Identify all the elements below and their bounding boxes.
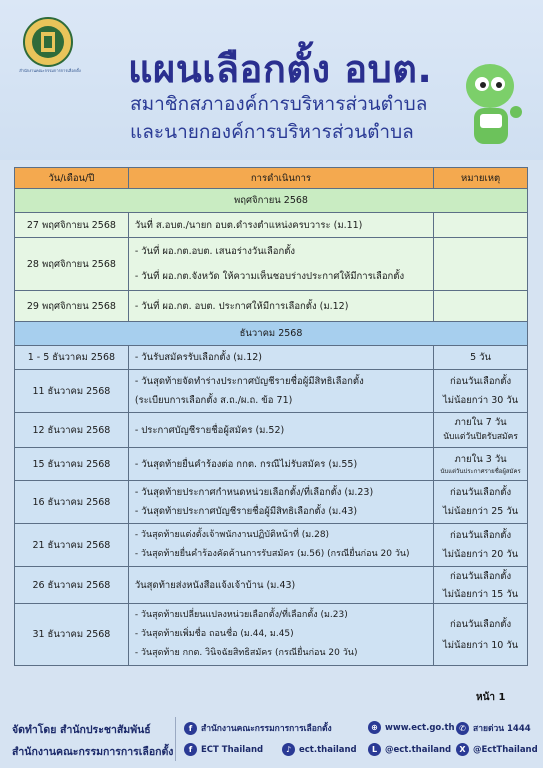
x-label: @EctThailand xyxy=(473,745,538,755)
org-name: สำนักงานคณะกรรมการการเลือกตั้ง xyxy=(19,68,81,73)
row-action-line: - วันที่ ผอ.กต.จังหวัด ให้ความเห็นชอบร่างประกาศให้มีการเลือกตั้ง xyxy=(134,271,405,282)
row-action-line: - วันสุดท้ายประกาศบัญชีรายชื่อผู้มีสิทธิเลือกตั้ง (ม.43) xyxy=(134,506,358,517)
table-row xyxy=(15,346,528,370)
row-date: 1 - 5 ธันวาคม 2568 xyxy=(15,346,129,370)
row-note-line: ภายใน 7 วัน xyxy=(454,417,507,428)
row-action xyxy=(128,448,433,481)
globe-icon: ⊕ xyxy=(368,721,381,734)
row-note xyxy=(434,370,528,413)
table-row xyxy=(15,448,528,481)
row-action-line: - ประกาศบัญชีรายชื่อผู้สมัคร (ม.52) xyxy=(134,424,285,436)
header-action: การดำเนินการ xyxy=(128,168,433,189)
facebook-link[interactable] xyxy=(184,721,332,735)
facebook-ect-link[interactable] xyxy=(184,743,263,756)
row-note xyxy=(434,291,528,322)
row-action-line: วันที่ ส.อบต./นายก อบต.ดำรงตำแหน่งครบวาระ (ม.11) xyxy=(134,219,363,231)
row-action-line: - วันที่ ผอ.กต.อบต. เสนอร่างวันเลือกตั้ง xyxy=(134,246,296,257)
row-action-line: - วันสุดท้ายยื่นคำร้องคัดค้านการรับสมัคร (ม.56) (กรณียื่นก่อน 20 วัน) xyxy=(134,549,410,559)
table-row xyxy=(15,213,528,238)
facebook-icon: f xyxy=(184,743,197,756)
tiktok-link[interactable] xyxy=(282,743,357,756)
header xyxy=(0,0,543,160)
row-note-line: ภายใน 3 วัน xyxy=(454,453,507,465)
row-action xyxy=(128,346,433,370)
row-action-line: - วันรับสมัครรับเลือกตั้ง (ม.12) xyxy=(134,352,263,363)
page-title: แผนเลือกตั้ง อบต. xyxy=(128,47,433,91)
hotline-link[interactable] xyxy=(456,721,531,735)
row-date: 28 พฤศจิกายน 2568 xyxy=(15,238,129,291)
row-note-line: ไม่น้อยกว่า 10 วัน xyxy=(442,639,519,651)
row-note xyxy=(434,448,528,481)
page-number: หน้า 1 xyxy=(476,692,506,703)
line-label: @ect.thailand xyxy=(385,745,452,755)
table-row xyxy=(15,291,528,322)
row-note-line: ก่อนวันเลือกตั้ง xyxy=(450,530,512,541)
row-action-line: - วันสุดท้าย กกต. วินิจฉัยสิทธิสมัคร (กรณียื่นก่อน 20 วัน) xyxy=(134,648,358,658)
tiktok-label: ect.thailand xyxy=(299,745,357,755)
line-link[interactable] xyxy=(368,743,451,756)
row-action-line: - วันสุดท้ายแต่งตั้งเจ้าพนักงานปฏิบัติหน้าที่ (ม.28) xyxy=(134,530,330,540)
row-action xyxy=(128,604,433,666)
website-label: www.ect.go.th xyxy=(385,723,455,733)
facebook-label: สำนักงานคณะกรรมการการเลือกตั้ง xyxy=(201,724,332,734)
footer-credit xyxy=(12,719,173,763)
row-note-line: ก่อนวันเลือกตั้ง xyxy=(450,487,512,498)
table-row xyxy=(15,238,528,291)
phone-icon: ✆ xyxy=(456,722,469,735)
row-action-line: (ระเบียบการเลือกตั้ง ส.ถ./ผ.ถ. ข้อ 71) xyxy=(134,395,293,406)
row-note xyxy=(434,213,528,238)
facebook-icon: f xyxy=(184,722,197,735)
ect-logo-icon xyxy=(22,16,74,68)
tiktok-icon: ♪ xyxy=(282,743,295,756)
row-note xyxy=(434,346,528,370)
row-action-line: - วันสุดท้ายยื่นคำร้องต่อ กกต. กรณีไม่รับสมัคร (ม.55) xyxy=(134,458,358,470)
row-action xyxy=(128,481,433,524)
credit-line-2: สำนักงานคณะกรรมการการเลือกตั้ง xyxy=(12,746,174,758)
row-action-line: - วันสุดท้ายประกาศกำหนดหน่วยเลือกตั้ง/ที่เลือกตั้ง (ม.23) xyxy=(134,487,374,498)
row-action xyxy=(128,213,433,238)
election-schedule-table xyxy=(14,167,528,666)
row-action-line: - วันสุดท้ายเปลี่ยนแปลงหน่วยเลือกตั้ง/ที่เลือกตั้ง (ม.23) xyxy=(134,610,348,620)
table-header-row xyxy=(15,168,528,189)
line-icon: L xyxy=(368,743,381,756)
row-note-line: ไม่น้อยกว่า 15 วัน xyxy=(442,588,519,600)
table-row xyxy=(15,524,528,567)
row-note xyxy=(434,238,528,291)
row-note xyxy=(434,567,528,604)
row-note xyxy=(434,413,528,448)
page-subtitle xyxy=(130,90,427,146)
row-note-line: ก่อนวันเลือกตั้ง xyxy=(450,570,512,582)
row-note xyxy=(434,604,528,666)
row-date: 31 ธันวาคม 2568 xyxy=(15,604,129,666)
footer xyxy=(0,707,543,768)
row-date: 21 ธันวาคม 2568 xyxy=(15,524,129,567)
footer-divider xyxy=(175,717,176,761)
row-action xyxy=(128,238,433,291)
subtitle-line-1: สมาชิกสภาองค์การบริหารส่วนตำบล xyxy=(130,93,428,115)
row-action xyxy=(128,291,433,322)
subtitle-line-2: และนายกองค์การบริหารส่วนตำบล xyxy=(130,121,414,143)
month-band-december: ธันวาคม 2568 xyxy=(15,322,528,346)
row-action-line: - วันที่ ผอ.กต. อบต. ประกาศให้มีการเลือกตั้ง (ม.12) xyxy=(134,300,349,312)
table-row xyxy=(15,604,528,666)
row-note-line: ก่อนวันเลือกตั้ง xyxy=(450,618,512,630)
credit-line-1: จัดทำโดย สำนักประชาสัมพันธ์ xyxy=(12,724,151,736)
row-action xyxy=(128,413,433,448)
row-note-line: ก่อนวันเลือกตั้ง xyxy=(450,376,512,387)
mascot-image xyxy=(454,56,528,152)
row-date: 12 ธันวาคม 2568 xyxy=(15,413,129,448)
table-row xyxy=(15,413,528,448)
row-note-line: นับแต่วันปิดรับสมัคร xyxy=(443,432,518,442)
row-action xyxy=(128,370,433,413)
row-action-line: วันสุดท้ายส่งหนังสือแจ้งเจ้าบ้าน (ม.43) xyxy=(134,579,296,591)
row-action-line: - วันสุดท้ายเพิ่มชื่อ ถอนชื่อ (ม.44, ม.45) xyxy=(134,629,294,639)
row-note-line: 5 วัน xyxy=(470,352,492,363)
month-band-november: พฤศจิกายน 2568 xyxy=(15,189,528,213)
row-action xyxy=(128,524,433,567)
header-date: วัน/เดือน/ปี xyxy=(15,168,129,189)
row-note xyxy=(434,524,528,567)
row-date: 16 ธันวาคม 2568 xyxy=(15,481,129,524)
table-row xyxy=(15,370,528,413)
row-note xyxy=(434,481,528,524)
row-date: 26 ธันวาคม 2568 xyxy=(15,567,129,604)
row-action-line: - วันสุดท้ายจัดทำร่างประกาศบัญชีรายชื่อผู้มีสิทธิเลือกตั้ง xyxy=(134,376,364,387)
x-link[interactable] xyxy=(456,743,538,756)
facebook-ect-label: ECT Thailand xyxy=(201,745,264,755)
header-note: หมายเหตุ xyxy=(434,168,528,189)
table-row xyxy=(15,481,528,524)
row-note-line: ไม่น้อยกว่า 25 วัน xyxy=(442,506,519,517)
row-action xyxy=(128,567,433,604)
row-date: 11 ธันวาคม 2568 xyxy=(15,370,129,413)
row-date: 15 ธันวาคม 2568 xyxy=(15,448,129,481)
row-note-line: ไม่น้อยกว่า 30 วัน xyxy=(442,395,519,406)
hotline-label: สายด่วน 1444 xyxy=(473,724,531,734)
website-link[interactable] xyxy=(368,721,455,734)
table-row xyxy=(15,567,528,604)
row-date: 27 พฤศจิกายน 2568 xyxy=(15,213,129,238)
row-note-small: นับแต่วันประกาศรายชื่อผู้สมัคร xyxy=(440,467,521,475)
row-date: 29 พฤศจิกายน 2568 xyxy=(15,291,129,322)
row-note-line: ไม่น้อยกว่า 20 วัน xyxy=(442,549,519,560)
x-icon: X xyxy=(456,743,469,756)
